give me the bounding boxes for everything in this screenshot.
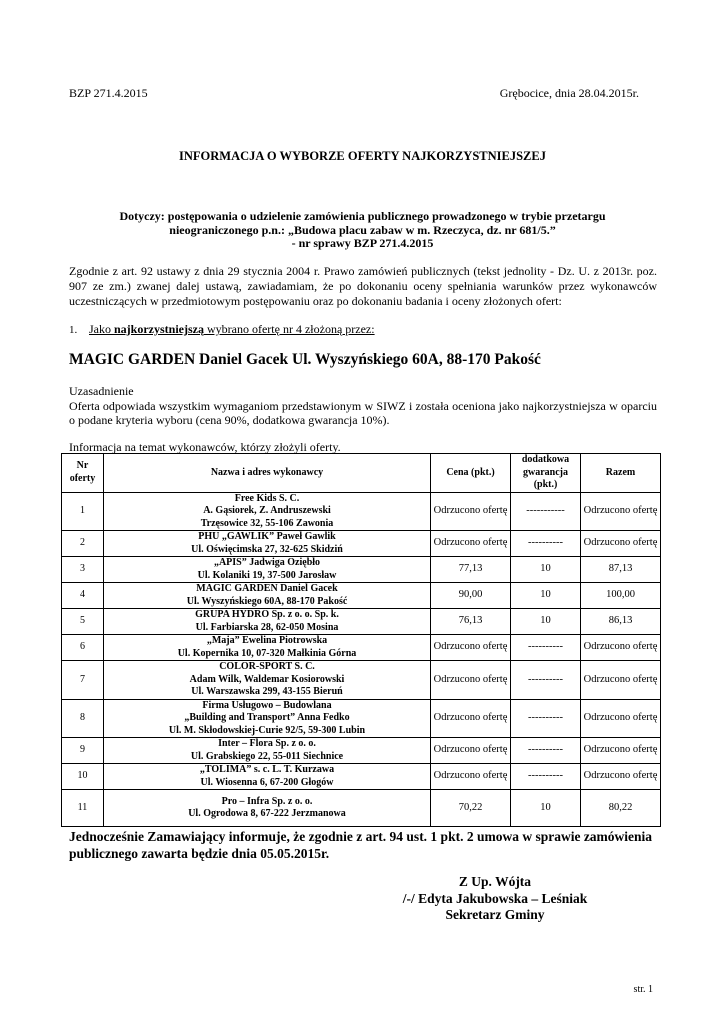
point-text-bold: najkorzystniejszą xyxy=(114,322,204,336)
table-row xyxy=(62,609,661,635)
cell-nr: 11 xyxy=(62,790,104,827)
cell-bidder xyxy=(104,764,431,790)
cell-price: Odrzucono ofertę xyxy=(431,531,511,557)
cell-total: 86,13 xyxy=(581,609,661,635)
cell-warranty: ----------- xyxy=(511,492,581,531)
bidder-line: Adam Wilk, Waldemar Kosiorowski xyxy=(189,673,345,685)
bidder-line: „Building and Transport” Anna Fedko xyxy=(184,712,350,723)
cell-price: 77,13 xyxy=(431,557,511,583)
signature-line-1: Z Up. Wójta xyxy=(458,874,532,889)
cell-total: 80,22 xyxy=(581,790,661,827)
document-reference: BZP 271.4.2015 xyxy=(69,86,148,100)
cell-bidder xyxy=(104,492,431,531)
page-number: str. 1 xyxy=(633,984,653,995)
cell-bidder xyxy=(104,635,431,661)
cell-warranty: ---------- xyxy=(511,764,581,790)
header-name: Nazwa i adres wykonawcy xyxy=(104,454,431,493)
bidder-line: Ul. Kopernika 10, 07-320 Małkinia Górna xyxy=(177,647,357,659)
cell-price: 90,00 xyxy=(431,583,511,609)
bidder-line: „Maja” Ewelina Piotrowska xyxy=(206,635,328,646)
bidder-line: GRUPA HYDRO Sp. z o. o. Sp. k. xyxy=(195,609,339,620)
cell-warranty: ---------- xyxy=(511,635,581,661)
table-row xyxy=(62,699,661,738)
bidder-line: Ul. Wyszyńskiego 60A, 88-170 Pakość xyxy=(186,595,348,607)
cell-bidder xyxy=(104,609,431,635)
bidder-line: Ul. Oświęcimska 27, 32-625 Skidziń xyxy=(191,543,343,555)
bidder-line: Pro – Infra Sp. z o. o. xyxy=(221,795,313,807)
cell-bidder xyxy=(104,557,431,583)
bidder-line: „TOLIMA” s. c. L. T. Kurzawa xyxy=(199,764,335,775)
cell-nr: 9 xyxy=(62,738,104,764)
document-title: INFORMACJA O WYBORZE OFERTY NAJKORZYSTNIEJSZEJ xyxy=(179,149,546,163)
cell-total: Odrzucono ofertę xyxy=(581,699,661,738)
justification-text: Oferta odpowiada wszystkim wymaganiom przedstawionym w SIWZ i została oceniona jako najkorzystniejsza w oparciu o podane kryteria wyboru (cena 90%, dodatkowa gwarancja 10%). xyxy=(69,398,657,427)
subject-line-2: nieograniczonego p.n.: „Budowa placu zabaw w m. Rzeczyca, dz. nr 681/5.” xyxy=(169,222,556,237)
bidder-line: COLOR-SPORT S. C. xyxy=(219,661,315,672)
justification-heading: Uzasadnienie xyxy=(69,384,134,398)
header-nr: Nr oferty xyxy=(62,454,104,493)
point-text-before: Jako xyxy=(89,322,114,336)
table-row xyxy=(62,492,661,531)
table-row xyxy=(62,661,661,700)
cell-warranty: ---------- xyxy=(511,738,581,764)
point-number: 1. xyxy=(69,324,78,336)
justification-block xyxy=(69,384,657,428)
cell-bidder xyxy=(104,583,431,609)
offers-table xyxy=(61,453,661,827)
cell-warranty: 10 xyxy=(511,557,581,583)
bidder-line: Free Kids S. C. xyxy=(234,492,300,504)
cell-warranty: 10 xyxy=(511,609,581,635)
cell-nr: 8 xyxy=(62,699,104,738)
header-total: Razem xyxy=(581,454,661,493)
cell-nr: 7 xyxy=(62,661,104,700)
cell-total: Odrzucono ofertę xyxy=(581,661,661,700)
bidder-line: „APIS” Jadwiga Oziębło xyxy=(213,557,321,568)
cell-bidder xyxy=(104,699,431,738)
bidder-line: Ul. Wiosenna 6, 67-200 Głogów xyxy=(200,776,334,788)
conclusion-paragraph: Jednocześnie Zamawiający informuje, że zgodnie z art. 94 ust. 1 pkt. 2 umowa w sprawie zamówienia publicznego zawarta będzie dnia 05.05.2015r. xyxy=(69,829,653,861)
cell-bidder xyxy=(104,790,431,827)
cell-nr: 10 xyxy=(62,764,104,790)
cell-bidder xyxy=(104,738,431,764)
cell-warranty: ---------- xyxy=(511,699,581,738)
subject-block xyxy=(80,210,645,251)
cell-total: Odrzucono ofertę xyxy=(581,531,661,557)
subject-line-1: Dotyczy: postępowania o udzielenie zamówienia publicznego prowadzonego w trybie przetargu xyxy=(119,209,606,223)
place-and-date: Grębocice, dnia 28.04.2015r. xyxy=(499,86,639,100)
cell-bidder xyxy=(104,661,431,700)
table-row xyxy=(62,738,661,764)
cell-total: 87,13 xyxy=(581,557,661,583)
cell-total: 100,00 xyxy=(581,583,661,609)
table-row xyxy=(62,764,661,790)
cell-price: Odrzucono ofertę xyxy=(431,635,511,661)
intro-paragraph: Zgodnie z art. 92 ustawy z dnia 29 stycznia 2004 r. Prawo zamówień publicznych (tekst jednolity - Dz. U. z 2013r. poz. 907 ze zm.) zwanej dalej ustawą, zawiadamiam, że po dokonaniu oceny spełniania warunków przez wykonawców uczestniczących w przedmiotowym postępowaniu oraz po dokonaniu badania i oceny złożonych ofert: xyxy=(69,264,657,308)
cell-price: Odrzucono ofertę xyxy=(431,699,511,738)
cell-price: Odrzucono ofertę xyxy=(431,738,511,764)
cell-warranty: 10 xyxy=(511,790,581,827)
subject-line-3: - nr sprawy BZP 271.4.2015 xyxy=(291,236,434,250)
cell-nr: 4 xyxy=(62,583,104,609)
cell-nr: 1 xyxy=(62,492,104,531)
cell-price: Odrzucono ofertę xyxy=(431,764,511,790)
table-intro: Informacja na temat wykonawców, którzy złożyli oferty. xyxy=(69,440,341,454)
table-row xyxy=(62,790,661,827)
cell-total: Odrzucono ofertę xyxy=(581,764,661,790)
cell-total: Odrzucono ofertę xyxy=(581,635,661,661)
bidder-line: Ul. M. Skłodowskiej-Curie 92/5, 59-300 Lubin xyxy=(168,724,366,736)
bidder-line: Ul. Grabskiego 22, 55-011 Siechnice xyxy=(190,750,344,762)
bidder-line: A. Gąsiorek, Z. Andruszewski xyxy=(203,505,331,516)
bidder-line: MAGIC GARDEN Daniel Gacek xyxy=(196,583,338,594)
cell-nr: 2 xyxy=(62,531,104,557)
cell-nr: 5 xyxy=(62,609,104,635)
cell-total: Odrzucono ofertę xyxy=(581,738,661,764)
cell-price: Odrzucono ofertę xyxy=(431,661,511,700)
header-price: Cena (pkt.) xyxy=(431,454,511,493)
bidder-line: Ul. Warszawska 299, 43-155 Bieruń xyxy=(191,686,343,697)
signature-line-3: Sekretarz Gminy xyxy=(445,907,545,922)
header-warranty: dodatkowa gwarancja (pkt.) xyxy=(511,454,581,493)
cell-nr: 6 xyxy=(62,635,104,661)
signature-line-2: /-/ Edyta Jakubowska – Leśniak xyxy=(402,890,588,906)
cell-bidder xyxy=(104,531,431,557)
cell-price: 76,13 xyxy=(431,609,511,635)
bidder-line: Ul. Ogrodowa 8, 67-222 Jerzmanowa xyxy=(188,808,346,819)
bidder-line: Ul. Kolaniki 19, 37-500 Jarosław xyxy=(197,569,337,581)
winning-bidder: MAGIC GARDEN Daniel Gacek Ul. Wyszyńskiego 60A, 88-170 Pakość xyxy=(69,351,541,368)
signature-block xyxy=(400,874,590,924)
bidder-line: Ul. Farbiarska 28, 62-050 Mosina xyxy=(195,621,339,633)
cell-price: Odrzucono ofertę xyxy=(431,492,511,531)
bidder-line: Firma Usługowo – Budowlana xyxy=(202,699,332,711)
cell-total: Odrzucono ofertę xyxy=(581,492,661,531)
table-row xyxy=(62,583,661,609)
cell-warranty: ---------- xyxy=(511,661,581,700)
cell-warranty: ---------- xyxy=(511,531,581,557)
cell-warranty: 10 xyxy=(511,583,581,609)
bidder-line: Trzęsowice 32, 55-106 Zawonia xyxy=(200,517,334,529)
cell-price: 70,22 xyxy=(431,790,511,827)
table-row xyxy=(62,531,661,557)
cell-nr: 3 xyxy=(62,557,104,583)
point-1 xyxy=(69,322,375,337)
table-header-row xyxy=(62,454,661,493)
point-text-after: wybrano ofertę nr 4 złożoną przez: xyxy=(204,322,375,336)
bidder-line: PHU „GAWLIK” Paweł Gawlik xyxy=(198,531,336,542)
table-row xyxy=(62,635,661,661)
bidder-line: Inter – Flora Sp. z o. o. xyxy=(218,738,316,749)
table-row xyxy=(62,557,661,583)
